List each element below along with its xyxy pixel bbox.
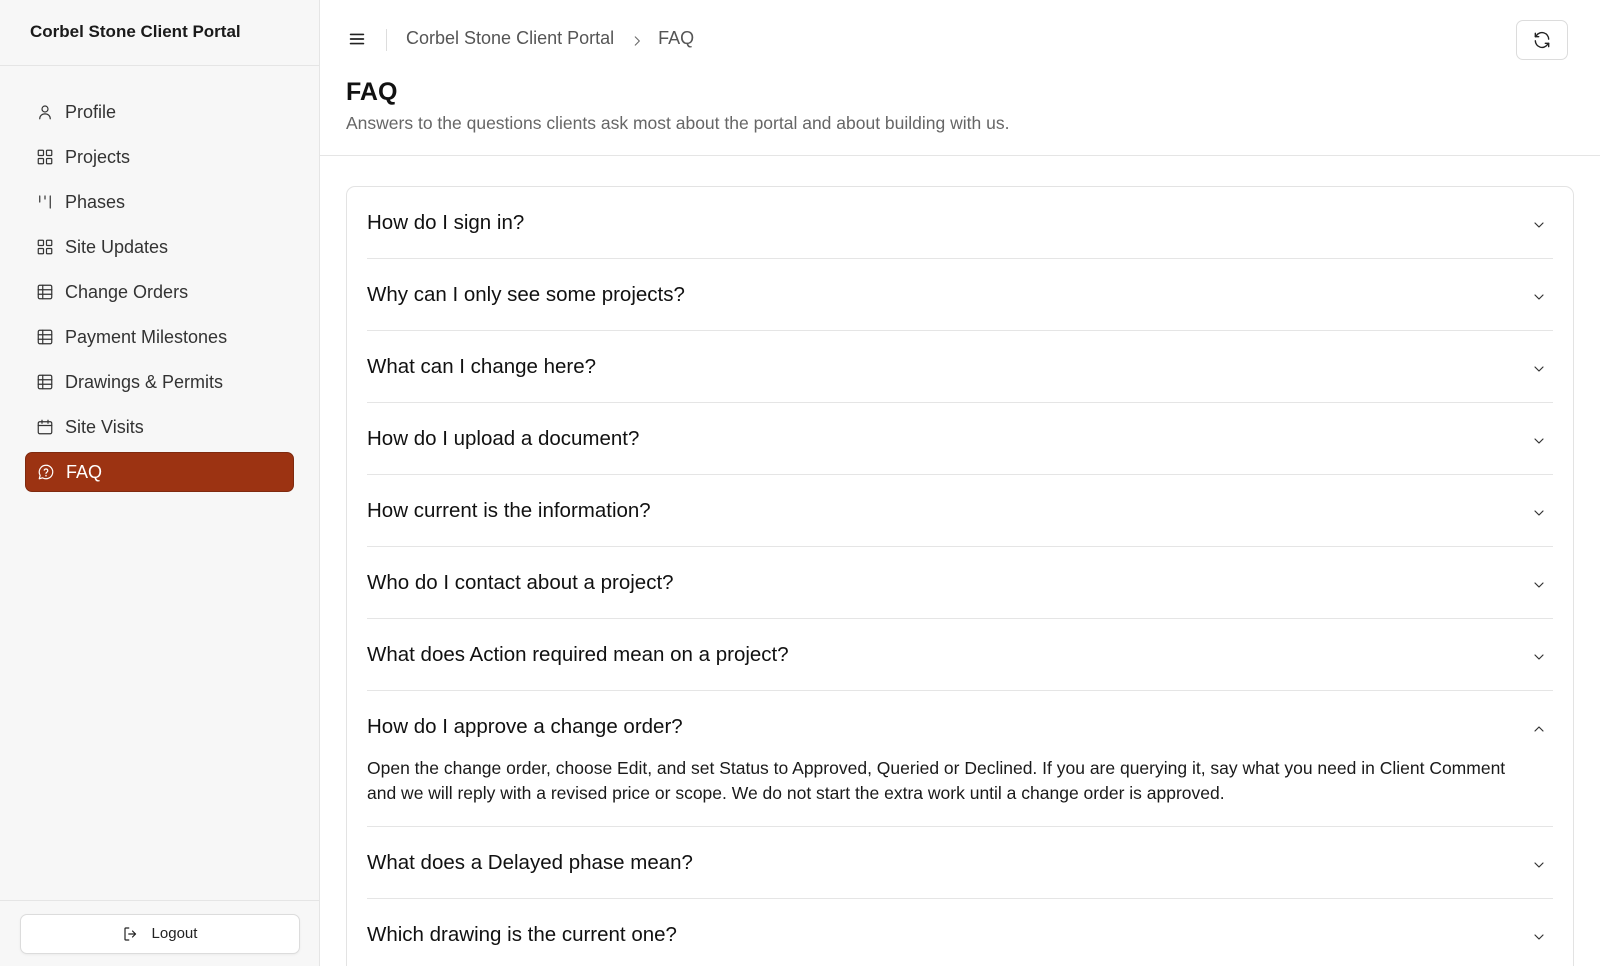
faq-question: Which drawing is the current one?	[367, 922, 677, 946]
logout-button[interactable]	[20, 914, 300, 954]
sidebar-nav	[0, 66, 319, 492]
grid-icon	[36, 238, 54, 256]
calendar-icon	[36, 418, 54, 436]
faq-question-toggle[interactable]	[367, 403, 1553, 474]
sidebar-item-label: Phases	[65, 191, 126, 212]
faq-question-toggle[interactable]	[367, 547, 1553, 618]
faq-item	[367, 547, 1553, 619]
page-title: FAQ	[346, 78, 398, 106]
faq-question-toggle[interactable]	[367, 619, 1553, 690]
faq-question-toggle[interactable]	[367, 899, 1553, 966]
refresh-button[interactable]	[1516, 20, 1568, 60]
faq-question: How do I upload a document?	[367, 426, 640, 450]
sidebar-item-profile[interactable]	[25, 92, 294, 132]
chevron-down-icon	[1531, 359, 1547, 375]
faq-question: What does Action required mean on a project?	[367, 642, 789, 666]
sidebar-item-label: FAQ	[66, 461, 103, 482]
faq-question: How current is the information?	[367, 498, 651, 522]
sidebar-item-change-orders[interactable]	[25, 272, 294, 312]
faq-question-toggle[interactable]	[367, 331, 1553, 402]
breadcrumb	[406, 28, 694, 49]
sidebar-item-label: Projects	[65, 146, 131, 167]
chevron-down-icon	[1531, 287, 1547, 303]
faq-question: What can I change here?	[367, 354, 597, 378]
menu-toggle-button[interactable]	[346, 28, 368, 50]
faq-question-toggle[interactable]	[367, 475, 1553, 546]
divider	[386, 29, 387, 51]
refresh-icon	[1532, 30, 1552, 50]
faq-question: How do I approve a change order?	[367, 714, 683, 738]
table-icon	[36, 373, 54, 391]
help-bubble-icon	[37, 463, 55, 481]
faq-item	[367, 259, 1553, 331]
page-header	[320, 76, 1600, 156]
main-content	[320, 0, 1600, 966]
faq-question-toggle[interactable]	[367, 691, 1553, 762]
sidebar-item-site-visits[interactable]	[25, 407, 294, 447]
faq-item	[367, 475, 1553, 547]
faq-item-expanded	[367, 691, 1553, 827]
sidebar-item-label: Drawings & Permits	[65, 371, 224, 392]
chevron-down-icon	[1531, 215, 1547, 231]
faq-question: How do I sign in?	[367, 210, 525, 234]
chevron-down-icon	[1531, 927, 1547, 943]
chevron-down-icon	[1531, 855, 1547, 871]
faq-item	[367, 827, 1553, 899]
sidebar-item-label: Site Visits	[65, 416, 144, 437]
app-title: Corbel Stone Client Portal	[0, 0, 319, 66]
logout-icon	[122, 925, 140, 943]
sidebar-item-drawings-permits[interactable]	[25, 362, 294, 402]
breadcrumb-current: FAQ	[658, 28, 695, 48]
faq-question-toggle[interactable]	[367, 827, 1553, 898]
faq-question: Why can I only see some projects?	[367, 282, 685, 306]
logout-label: Logout	[151, 925, 198, 942]
sidebar-item-label: Change Orders	[65, 281, 189, 302]
chevron-down-icon	[1531, 647, 1547, 663]
chevron-up-icon	[1531, 719, 1547, 735]
faq-accordion	[346, 186, 1574, 966]
grid-icon	[36, 148, 54, 166]
chevron-down-icon	[1531, 503, 1547, 519]
page-subtitle: Answers to the questions clients ask most about the portal and about building with us.	[346, 113, 1010, 133]
user-icon	[36, 103, 54, 121]
sidebar	[0, 0, 320, 966]
chevron-down-icon	[1531, 575, 1547, 591]
faq-item	[367, 403, 1553, 475]
sidebar-item-label: Site Updates	[65, 236, 169, 257]
sidebar-item-label: Profile	[65, 101, 117, 122]
chevron-down-icon	[1531, 431, 1547, 447]
faq-question-toggle[interactable]	[367, 187, 1553, 258]
chevron-right-icon	[630, 32, 644, 46]
faq-item	[367, 619, 1553, 691]
table-icon	[36, 283, 54, 301]
sidebar-item-site-updates[interactable]	[25, 227, 294, 267]
faq-question-toggle[interactable]	[367, 259, 1553, 330]
faq-answer: Open the change order, choose Edit, and set Status to Approved, Queried or Declined. If you are querying it, say what you need in Client Comment and we will reply with a revised price or scope. We do not start the extra work until a change order is approved.	[367, 758, 1506, 803]
columns-icon	[36, 193, 54, 211]
sidebar-item-label: Payment Milestones	[65, 326, 228, 347]
table-icon	[36, 328, 54, 346]
faq-item	[367, 187, 1553, 259]
sidebar-item-phases[interactable]	[25, 182, 294, 222]
sidebar-item-payment-milestones[interactable]	[25, 317, 294, 357]
sidebar-footer	[0, 900, 319, 966]
topbar	[320, 0, 1600, 80]
faq-item	[367, 899, 1553, 966]
faq-question: Who do I contact about a project?	[367, 570, 674, 594]
hamburger-icon	[346, 28, 368, 50]
breadcrumb-home-link[interactable]: Corbel Stone Client Portal	[406, 28, 615, 48]
sidebar-item-faq[interactable]	[25, 452, 294, 492]
faq-question: What does a Delayed phase mean?	[367, 850, 693, 874]
sidebar-item-projects[interactable]	[25, 137, 294, 177]
faq-item	[367, 331, 1553, 403]
